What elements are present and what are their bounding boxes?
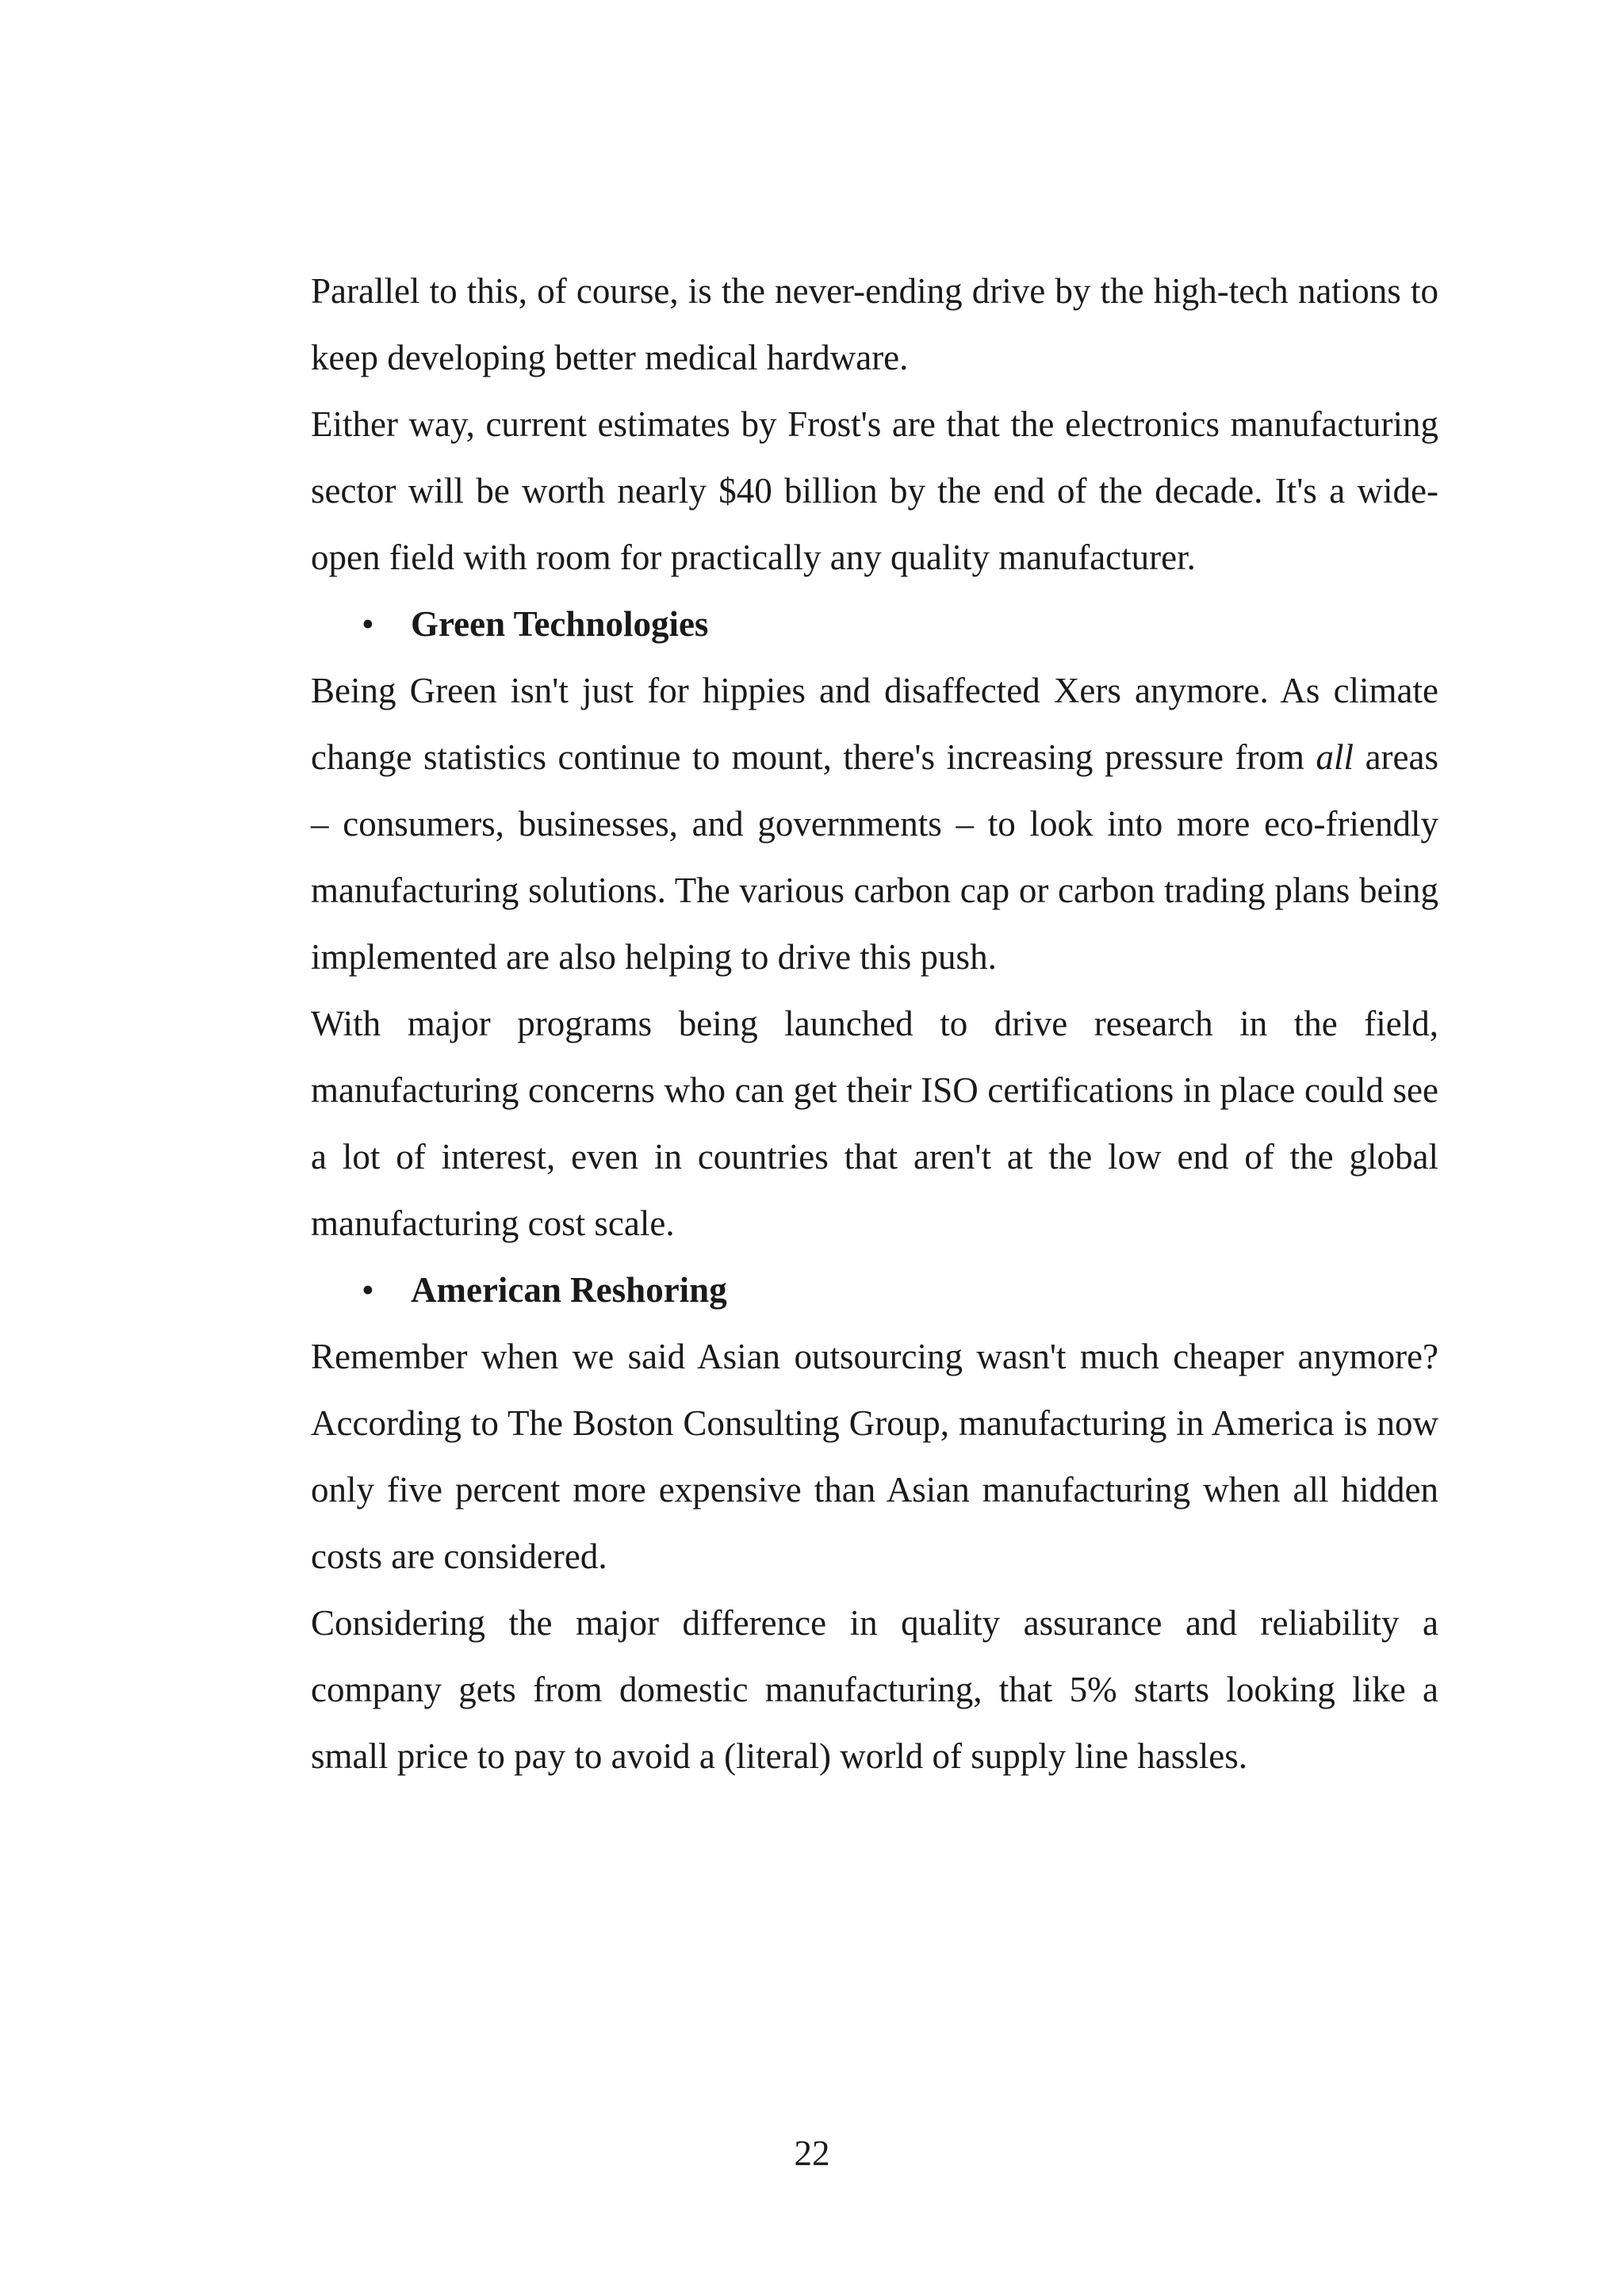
heading-american-reshoring bbox=[311, 1257, 1438, 1323]
emphasis-all: all bbox=[1316, 737, 1354, 777]
bullet-dot: • bbox=[362, 1270, 374, 1310]
paragraph-being-green bbox=[311, 657, 1438, 990]
heading-green-technologies bbox=[311, 591, 1438, 657]
heading-text: Green Technologies bbox=[411, 604, 709, 644]
bullet-dot: • bbox=[362, 604, 374, 644]
page-body bbox=[311, 258, 1438, 1789]
paragraph-asian-outsourcing: Remember when we said Asian outsourcing wasn't much cheaper anymore? According to The Boston Consulting Group, manufacturing in America is now only five percent more expensive than Asian manufacturing when all hidden costs are considered. bbox=[311, 1337, 1438, 1576]
page-number: 22 bbox=[794, 2133, 830, 2173]
paragraph-medical-hardware: Parallel to this, of course, is the never-ending drive by the high-tech nations to keep developing better medical hardware. bbox=[311, 271, 1438, 377]
paragraph-electronics-estimate: Either way, current estimates by Frost's are that the electronics manufacturing sector will be worth nearly $40 billion by the end of the decade. It's a wide-open field with room for practically any quality manufacturer. bbox=[311, 404, 1438, 577]
paragraph-research-programs: With major programs being launched to drive research in the field, manufacturing concerns who can get their ISO certifications in place could see a lot of interest, even in countries that aren't at the low end of the global manufacturing cost scale. bbox=[311, 1004, 1438, 1243]
text-run: Being Green isn't just for hippies and disaffected Xers anymore. As climate change statistics continue to mount, there's increasing pressure from bbox=[311, 671, 1438, 777]
heading-text: American Reshoring bbox=[411, 1270, 727, 1310]
text-run: areas – consumers, businesses, and governments – to look into more eco-friendly manufacturing solutions. The various carbon cap or carbon trading plans being implemented are also helping to drive this push. bbox=[311, 737, 1439, 977]
paragraph-quality-assurance: Considering the major difference in quality assurance and reliability a company gets from domestic manufacturing, that 5% starts looking like a small price to pay to avoid a (literal) world of supply line hassles. bbox=[311, 1603, 1438, 1776]
